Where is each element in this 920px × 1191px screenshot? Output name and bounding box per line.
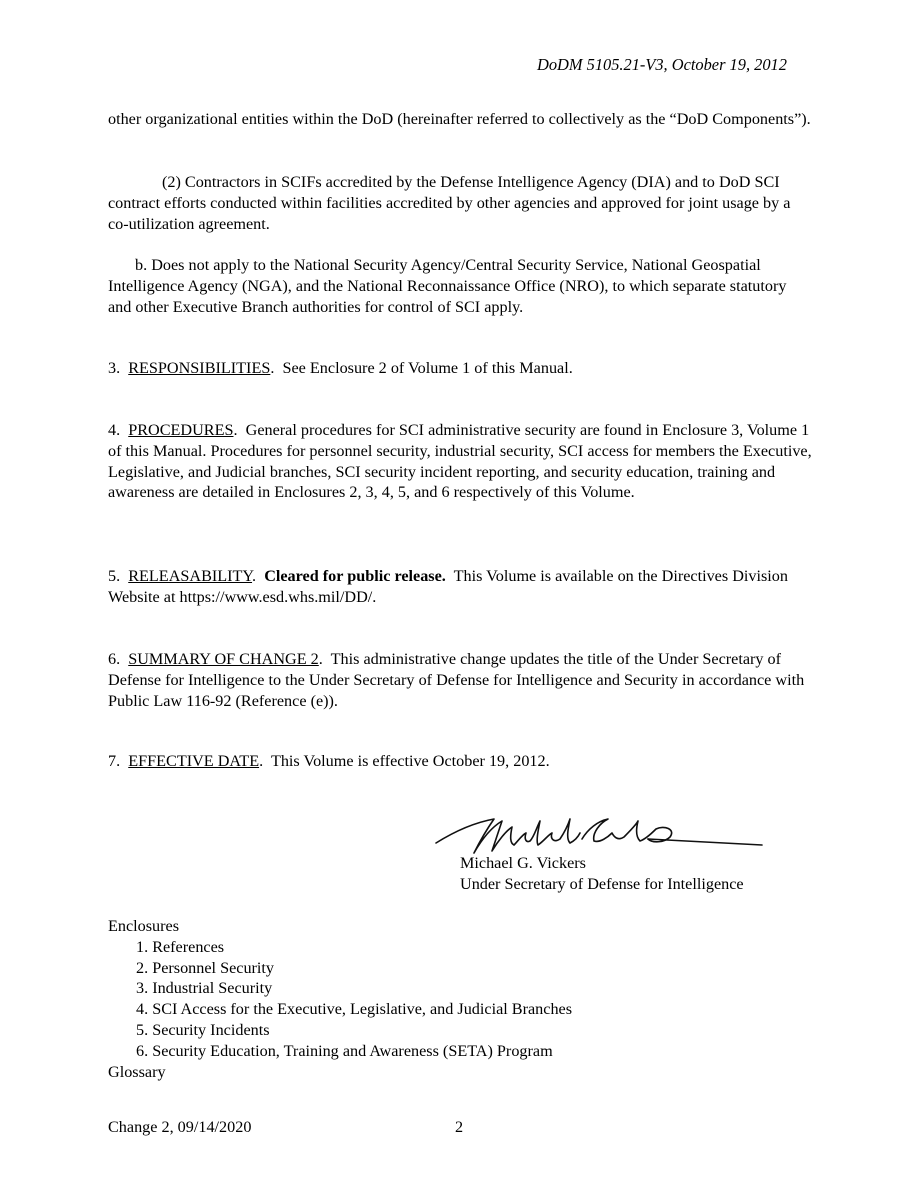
- section-body: This Volume is available on the Directives Division Website at https://www.esd.whs.mil/DD/.: [108, 567, 788, 606]
- section-heading: PROCEDURES: [128, 421, 234, 439]
- section-body: General procedures for SCI administrative security are found in Enclosure 3, Volume 1 of this Manual. Procedures for personnel security, industrial security, SCI access for members the Executive, Legislative, and Judicial branches, SCI security incident reporting, and security education, training and awareness are detailed in Enclosures 2, 3, 4, 5, and 6 respectively of this Volume.: [108, 421, 812, 502]
- list-item: 6. Security Education, Training and Awareness (SETA) Program: [136, 1041, 553, 1060]
- section-heading: RELEASABILITY: [128, 567, 253, 585]
- section-3: 3. RESPONSIBILITIES. See Enclosure 2 of Volume 1 of this Manual.: [108, 359, 573, 377]
- enclosures-label: Enclosures: [108, 917, 180, 935]
- paragraph-a2: (2) Contractors in SCIFs accredited by the Defense Intelligence Agency (DIA) and to DoD SCI contract efforts conducted within facilities accredited by other agencies and approved for joint usage by a co-utilization agreement.: [108, 173, 791, 233]
- list-item: 1. References: [136, 937, 225, 956]
- section-heading: SUMMARY OF CHANGE 2: [128, 650, 319, 668]
- section-number: 7.: [108, 752, 121, 770]
- section-number: 4.: [108, 421, 121, 439]
- signature-block: [460, 853, 744, 895]
- section-body: See Enclosure 2 of Volume 1 of this Manual.: [282, 359, 573, 377]
- signer-title: Under Secretary of Defense for Intelligence: [460, 874, 744, 893]
- section-5: 5. RELEASABILITY. Cleared for public release. This Volume is available on the Directives Division Website at https://www.esd.whs.mil/DD/.: [108, 567, 788, 606]
- page-number: 2: [455, 1118, 464, 1136]
- section-7: 7. EFFECTIVE DATE. This Volume is effective October 19, 2012.: [108, 752, 550, 770]
- section-body: This Volume is effective October 19, 2012.: [270, 752, 550, 770]
- section-number: 6.: [108, 650, 121, 668]
- list-item: 5. Security Incidents: [136, 1020, 270, 1039]
- section-heading: EFFECTIVE DATE: [128, 752, 260, 770]
- enclosures-list: [108, 916, 572, 1082]
- section-bold-notice: Cleared for public release.: [264, 567, 446, 585]
- list-item: 4. SCI Access for the Executive, Legislative, and Judicial Branches: [136, 1000, 573, 1019]
- section-number: 5.: [108, 567, 121, 585]
- list-item: 2. Personnel Security: [136, 958, 275, 977]
- signer-name: Michael G. Vickers: [460, 854, 586, 872]
- paragraph-b: b. Does not apply to the National Security Agency/Central Security Service, National Geospatial Intelligence Agency (NGA), and the National Reconnaissance Office (NRO), to which separate statutory and other Executive Branch authorities for control of SCI apply.: [108, 256, 787, 316]
- running-header: DoDM 5105.21-V3, October 19, 2012: [537, 55, 787, 74]
- list-item: 3. Industrial Security: [136, 979, 273, 998]
- paragraph-continuation: other organizational entities within the DoD (hereinafter referred to collectively as the “DoD Components”).: [108, 110, 811, 128]
- glossary-label: Glossary: [108, 1062, 166, 1081]
- section-number: 3.: [108, 359, 121, 377]
- section-6: 6. SUMMARY OF CHANGE 2. This administrative change updates the title of the Under Secretary of Defense for Intelligence to the Under Secretary of Defense for Intelligence and Security in accordance with Public Law 116-92 (Reference (e)).: [108, 650, 805, 710]
- section-4: 4. PROCEDURES. General procedures for SCI administrative security are found in Enclosure 3, Volume 1 of this Manual. Procedures for personnel security, industrial security, SCI access for members the Executive, Legislative, and Judicial branches, SCI security incident reporting, and security education, training and awareness are detailed in Enclosures 2, 3, 4, 5, and 6 respectively of this Volume.: [108, 421, 812, 502]
- change-footer: Change 2, 09/14/2020: [108, 1118, 252, 1136]
- section-body: This administrative change updates the title of the Under Secretary of Defense for Intelligence to the Under Secretary of Defense for Intelligence and Security in accordance with Public Law 116-92 (Reference (e)).: [108, 650, 805, 710]
- section-heading: RESPONSIBILITIES: [128, 359, 271, 377]
- handwritten-signature: [432, 815, 772, 857]
